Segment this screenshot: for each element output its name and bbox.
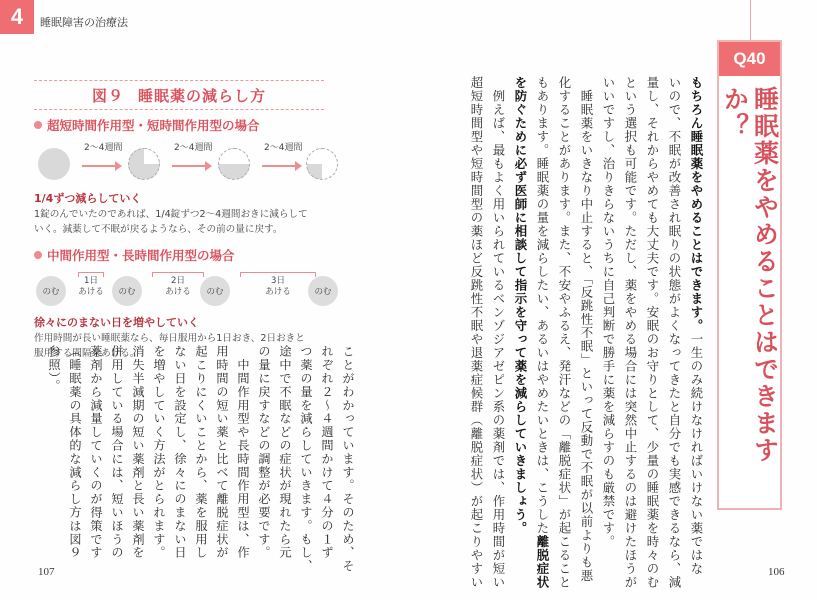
text-column: （睡眠薬の具体的な減らし方は図９ bbox=[68, 345, 82, 560]
arrow-right-icon bbox=[82, 165, 118, 167]
text-column: 参照）。 bbox=[47, 345, 61, 393]
text-column: 量し、それからやめても大丈夫です。安眠のお守りとして、少量の睡眠薬を時々のむ bbox=[645, 76, 660, 589]
figure-bottom-rule bbox=[34, 109, 324, 110]
text-column: 消失半減期の短い薬剤と長い薬剤を bbox=[131, 345, 145, 560]
section-heading-long-acting bbox=[34, 246, 324, 264]
text-column: 併用している場合には、短いほうの bbox=[110, 345, 124, 560]
question-title: 睡眠薬をやめることはできますか？ bbox=[720, 86, 780, 464]
pie-half-icon bbox=[218, 148, 250, 180]
body-line: いく。減薬して不眠が戻るようなら、その前の量に戻す。 bbox=[34, 224, 283, 235]
text-column: を増やしていく方法がとられます。 bbox=[152, 345, 166, 560]
subheading-increase-skip-days: 徐々にのまない日を増やしていく bbox=[34, 316, 199, 329]
column-text: もあります。睡眠薬の量を減らしたい、あるいはやめたいときは、こうした bbox=[535, 76, 550, 535]
question-connector-line bbox=[750, 0, 751, 40]
bullet-dot-icon bbox=[34, 251, 42, 259]
text-column: 超短時間型や短時間型の薬ほど反跳性不眠や退薬症候群（離脱症状）が起こりやすい bbox=[469, 76, 484, 589]
bullet-dot-icon bbox=[34, 121, 42, 129]
skip-days-label: あける bbox=[78, 287, 104, 297]
skip-days-count: 3日 bbox=[271, 276, 285, 286]
take-dose-icon: のむ bbox=[112, 276, 142, 306]
text-column: という選択も可能です。ただし、薬をやめる場合には突然中止するのは避けたほうが bbox=[623, 76, 638, 589]
take-dose-icon: のむ bbox=[200, 276, 230, 306]
skip-days-label: あける bbox=[165, 287, 191, 297]
interval-label: 2〜4週間 bbox=[84, 143, 123, 153]
text-column: 用時間の短い薬と比べて離脱症状が bbox=[215, 345, 229, 560]
text-column: 例えば、最もよく用いられているベンゾジアゼピン系の薬剤では、作用時間が短い bbox=[491, 76, 506, 589]
figure-title bbox=[34, 81, 324, 109]
section1-body bbox=[34, 207, 324, 237]
text-column: の量に戻すなどの調整が必要です。 bbox=[257, 345, 271, 560]
text-column: つ薬の量を減らしていきます。もし、 bbox=[299, 345, 313, 573]
body-line: 作用時間が長い睡眠薬なら、毎日服用から1日おき、2日おきと bbox=[34, 333, 305, 344]
right-page-body-text bbox=[462, 76, 707, 589]
text-column bbox=[509, 76, 531, 556]
skip-days-2 bbox=[152, 276, 204, 298]
section-heading-text: 中間作用型・長時間作用型の場合 bbox=[47, 248, 235, 263]
arrow-right-icon bbox=[262, 165, 298, 167]
text-column: 起こりにくいことから、薬を服用し bbox=[194, 345, 208, 560]
question-number-label: Q40 bbox=[719, 42, 780, 76]
dosing-schedule-diagram bbox=[34, 272, 332, 310]
bold-emphasis-text: を防ぐために必ず医師に相談して指示を守って薬を減らしていきましょう。 bbox=[513, 76, 528, 535]
text-column: いので、不眠が改善され眠りの状態がよくなってきたと自分でも実感できるなら、減 bbox=[667, 76, 682, 589]
text-column: れぞれ２〜４週間かけて４分の１ず bbox=[320, 345, 334, 560]
tablet-reduction-diagram bbox=[34, 136, 324, 186]
text-column bbox=[531, 76, 553, 589]
text-column: ない日を設定し、徐々にのまない日 bbox=[173, 345, 187, 560]
interval-label: 2〜4週間 bbox=[264, 143, 303, 153]
text-column: 中間作用型や長時間作用型は、作 bbox=[236, 345, 250, 560]
pie-three-quarters-icon bbox=[128, 148, 160, 180]
text-column: いいですし、治りきらないうちに自己判断で勝手に薬を減らすのも厳禁です。 bbox=[601, 76, 616, 549]
figure-number: 図９ bbox=[91, 87, 124, 105]
chapter-title: 睡眠障害の治療法 bbox=[40, 16, 128, 29]
figure-9 bbox=[34, 80, 332, 361]
question-box bbox=[717, 40, 782, 510]
interval-label: 2〜4週間 bbox=[174, 143, 213, 153]
text-column bbox=[685, 76, 707, 576]
pie-full-icon bbox=[38, 148, 70, 180]
pie-quarter-icon bbox=[306, 148, 338, 180]
subheading-quarter-reduction: 1/4ずつ減らしていく bbox=[34, 192, 142, 205]
skip-days-label: あける bbox=[265, 287, 291, 297]
arrow-right-icon bbox=[172, 165, 208, 167]
take-dose-icon: のむ bbox=[36, 276, 66, 306]
bold-lead-text: もちろん睡眠薬をやめることはできます。 bbox=[689, 76, 704, 333]
text-column: ことがわかっています。そのため、そ bbox=[341, 345, 355, 573]
bold-emphasis-text: 離脱症状 bbox=[535, 535, 550, 589]
chapter-number-tab: 4 bbox=[0, 0, 34, 34]
skip-days-count: 2日 bbox=[171, 276, 185, 286]
figure-caption: 睡眠薬の減らし方 bbox=[138, 87, 267, 105]
take-dose-icon: のむ bbox=[308, 276, 338, 306]
section-heading-text: 超短時間作用型・短時間作用型の場合 bbox=[47, 118, 260, 133]
skip-days-3 bbox=[240, 276, 316, 298]
text-column: 化することがあります。また、不安やふるえ、発汗などの「離脱症状」が起こること bbox=[557, 76, 572, 589]
body-line: 服用する間隔をあける。 bbox=[34, 348, 140, 359]
text-column: 睡眠薬をいきなり中止すると、「反跳性不眠」といって反動で不眠が以前よりも悪 bbox=[579, 76, 594, 583]
text-column: 途中で不眠などの症状が現れたら元 bbox=[278, 345, 292, 560]
section-heading-short-acting bbox=[34, 116, 324, 134]
text-column: 薬剤から減量していくのが得策です bbox=[89, 345, 103, 560]
skip-days-1 bbox=[74, 276, 108, 298]
page-number-right: 106 bbox=[768, 566, 785, 578]
body-line: 1錠のんでいたのであれば、1/4錠ずつ2〜4週間おきに減らして bbox=[34, 209, 308, 220]
skip-days-count: 1日 bbox=[84, 276, 98, 286]
page-number-left: 107 bbox=[38, 566, 55, 578]
column-text: 一生のみ続けなければいけない薬ではな bbox=[689, 332, 704, 576]
